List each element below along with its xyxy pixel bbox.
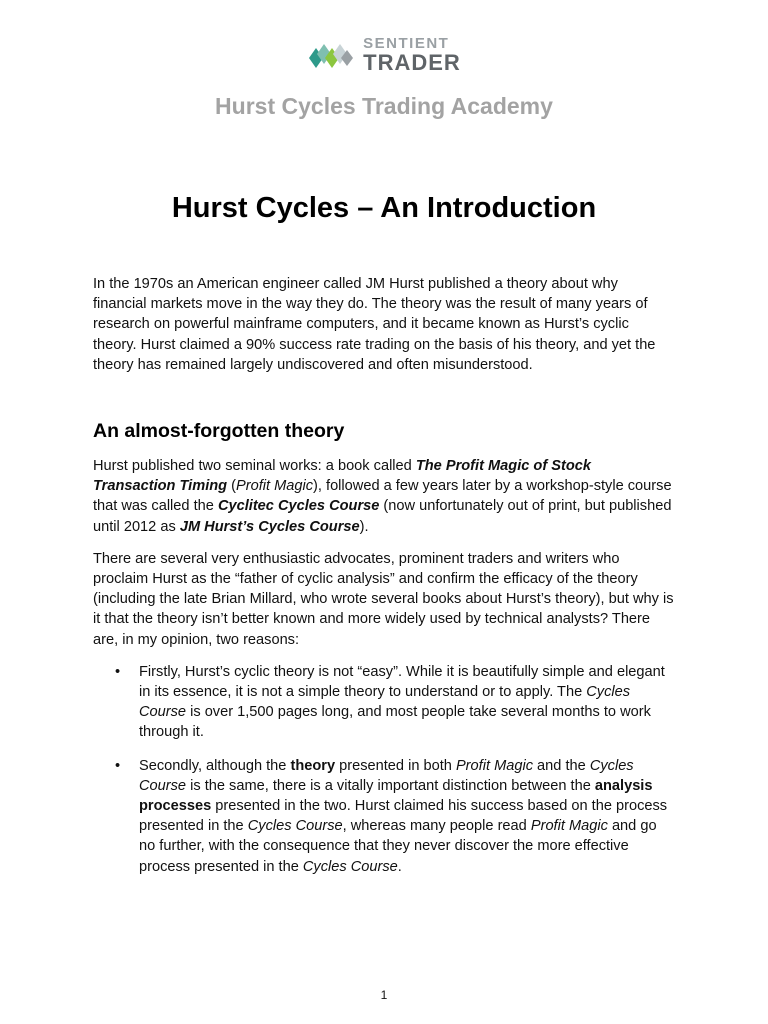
emphasis: Cycles Course [302, 858, 398, 875]
header [0, 36, 768, 120]
sentient-trader-logo-icon [307, 40, 355, 70]
list-item [93, 662, 675, 743]
text: Secondly, although the [139, 757, 291, 774]
intro-paragraph: In the 1970s an American engineer called JM Hurst published a theory about why financial markets move in the way they do. The theory was the result of many years of research on powerful mainframe computers, and it became known as Hurst’s cyclic theory. Hurst claimed a 90% success rate trading on the basis of his theory, and yet the theory has remained largely undiscovered and often misunderstood. [93, 276, 656, 373]
emphasis: Cycles Course [139, 757, 634, 794]
document-body [93, 274, 675, 890]
text: (now unfortunately out of print, but published until 2012 as [93, 498, 672, 535]
reasons-list [93, 662, 675, 877]
paragraph-advocates: There are several very enthusiastic advocates, prominent traders and writers who proclaim Hurst as the “father of cyclic analysis” and confirm the efficacy of the theory (including the late Brian Millard, who wrote several books about Hurst’s theory), but why is it that the theory isn’t better known and more widely used by technical analysts? There are, in my opinion, two reasons: [93, 550, 674, 648]
text: ), followed a few years later by a workshop-style course that was called the [93, 478, 672, 515]
text: and the [533, 757, 590, 774]
page-title: Hurst Cycles – An Introduction [171, 192, 597, 224]
section-heading: An almost-forgotten theory [93, 420, 345, 443]
emphasis-bold: analysis processes [139, 777, 653, 815]
logo-line2: TRADER [363, 50, 461, 75]
course-title-2012: JM Hurst’s Cycles Course [179, 518, 360, 535]
logo-line1: SENTIENT [363, 35, 450, 52]
bullet-icon: • [115, 663, 121, 680]
emphasis: Cycles Course [247, 818, 343, 835]
emphasis: Profit Magic [455, 757, 533, 774]
bullet-icon: • [115, 757, 121, 774]
text: and go no further, with the consequence that they never discover the more effective process presented in the [139, 818, 657, 875]
text: ( [227, 478, 236, 495]
emphasis: Profit Magic [530, 818, 608, 835]
text: , whereas many people read [342, 818, 531, 835]
text: is the same, there is a vitally important distinction between the [186, 777, 595, 794]
list-item [93, 756, 675, 877]
text: ). [359, 518, 369, 535]
text: presented in both [335, 757, 456, 774]
text: Firstly, Hurst’s cyclic theory is not “easy”. While it is beautifully simple and elegant in its essence, it is not a simple theory to understand or to apply. The [139, 663, 665, 701]
text: is over 1,500 pages long, and most people take several months to work through it. [139, 704, 651, 741]
text: . [397, 858, 402, 875]
page-number: 1 [380, 988, 388, 1002]
paragraph-seminal-works [93, 456, 675, 537]
academy-title: Hurst Cycles Trading Academy [215, 93, 553, 119]
text: Hurst published two seminal works: a book called [93, 458, 416, 475]
logo-text [363, 36, 461, 74]
text: presented in the two. Hurst claimed his success based on the process presented in the [139, 798, 668, 835]
emphasis: Cycles Course [139, 684, 631, 721]
emphasis-bold: theory [290, 757, 336, 774]
course-title: Cyclitec Cycles Course [217, 498, 380, 515]
book-title: The Profit Magic of Stock Transaction Timing [93, 458, 591, 495]
book-short-title: Profit Magic [236, 478, 314, 495]
logo [307, 36, 461, 74]
